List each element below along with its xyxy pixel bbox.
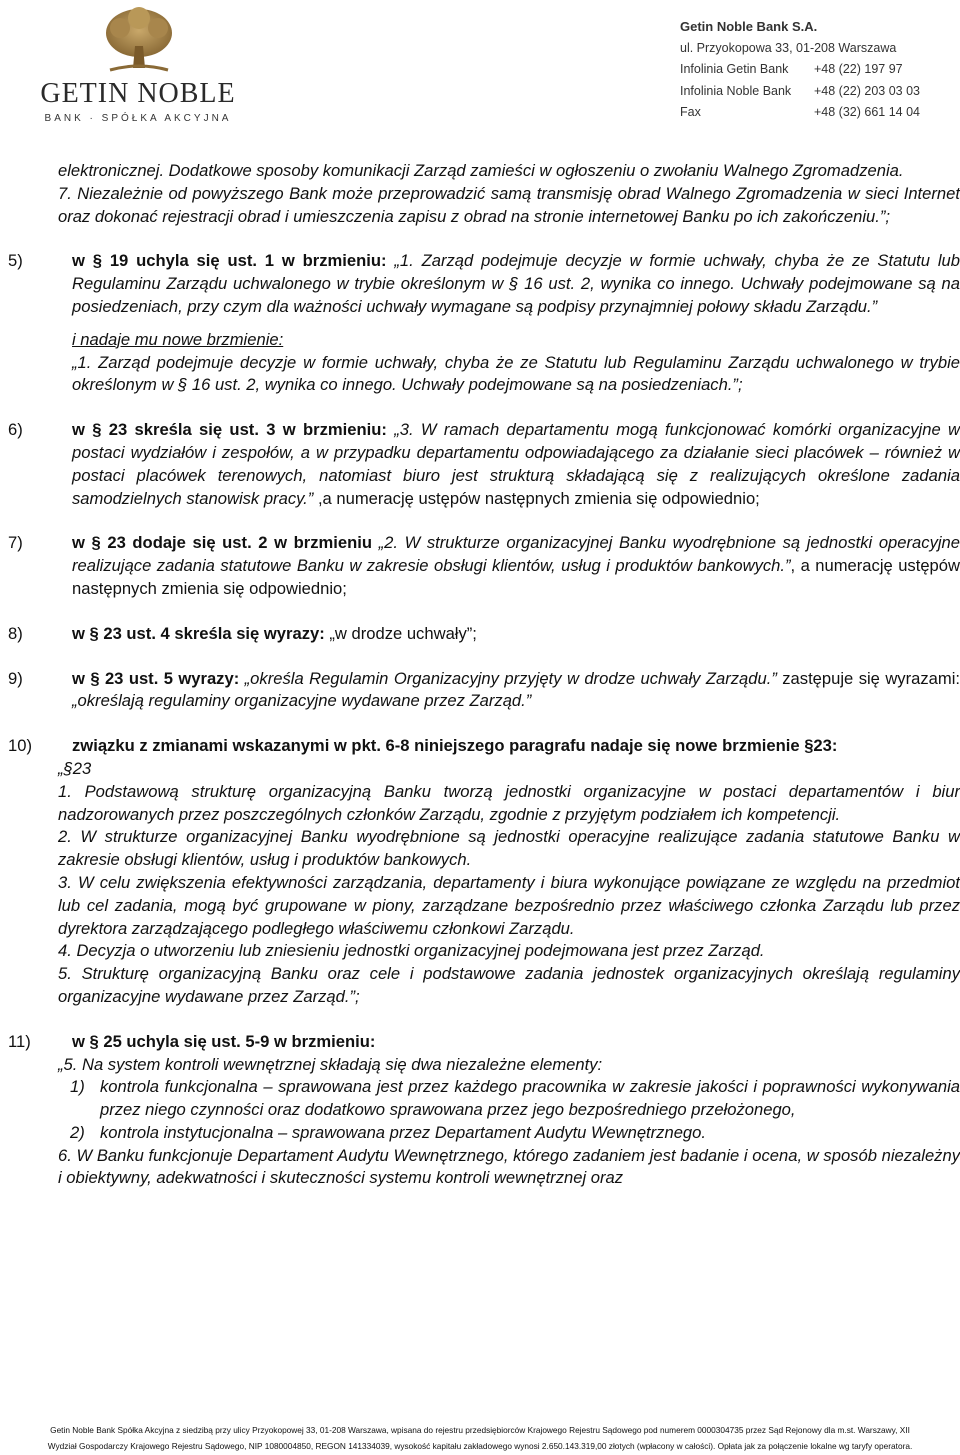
item-number: 6)	[8, 420, 23, 440]
item-quote: „w drodze uchwały”;	[324, 623, 477, 643]
contact-label: Infolinia Noble Bank	[680, 83, 792, 98]
bank-logo	[38, 6, 238, 126]
item-quote: „3. W ramach departamentu mogą funkcjonować komórki organizacyjne w postaci wydziałów i zespołów, a w przypadku departamentu odpowiadającego za działanie sieci placówek – również w postaci placówek terenowych, natomiast biuro jest strukturą składającą się z realizujących określone zadania samodzielnych stanowisk pracy.”	[72, 420, 960, 508]
item-tail: , a numerację ustępów następnych zmienia się odpowiednio;	[72, 556, 960, 598]
item-quote: „określa Regulamin Organizacyjny przyjęty w drodze uchwały Zarządu.”	[239, 668, 777, 688]
company-name: Getin Noble Bank S.A.	[680, 19, 818, 34]
sub-point	[58, 1122, 960, 1145]
amendment-item-9	[8, 668, 960, 714]
contact-value: +48 (22) 203 03 03	[814, 83, 920, 98]
item-heading: w § 25 uchyla się ust. 5-9 w brzmieniu:	[72, 1031, 376, 1051]
amendment-item-11	[8, 1031, 960, 1054]
item-heading: w § 19 uchyla się ust. 1 w brzmieniu:	[72, 251, 387, 271]
page-footer	[0, 1422, 960, 1454]
item-quote: „1. Zarząd podejmuje decyzje w formie uchwały, chyba że ze Statutu lub Regulaminu Zarządu uchwalonego w trybie określonym w § 16 ust. 2, wynika co innego. Uchwały podejmowane są na posiedzeniach, przy czym dla ważności uchwały wymagane są podpisy przynajmniej połowy składu Zarządu.”	[72, 251, 960, 316]
item-number: 10)	[8, 736, 32, 756]
amendment-item-5	[8, 250, 960, 397]
intro-point-7: 7. Niezależnie od powyższego Bank może przeprowadzić samą transmisję obrad Walnego Zgromadzenia w sieci Internet oraz dokonać rejestracji obrad i umieszczenia zapisu z obrad na stronie internetowej Banku po ich zakończeniu.”;	[58, 183, 960, 226]
item-number: 9)	[8, 668, 23, 688]
contact-row	[680, 81, 950, 103]
item-heading: w § 23 dodaje się ust. 2 w brzmieniu	[72, 533, 373, 553]
section-point: 2. W strukturze organizacyjnej Banku wyodrębnione są jednostki operacyjne realizujące zadania statutowe Banku w zakresie obsługi klientów, usług i produktów bankowych.	[58, 827, 960, 870]
contact-block	[680, 16, 950, 124]
item-heading: w § 23 ust. 4 skreśla się wyrazy:	[72, 623, 325, 643]
amendment-item-7	[8, 532, 960, 600]
logo-name: GETIN NOBLE	[40, 78, 236, 109]
footer-line: Wydział Gospodarczy Krajowego Rejestru Sądowego, NIP 1080004850, REGON 141334039, wysokość kapitału zakładowego wynosi 2.650.143.319,00 złotych (wpłacony w całości). Opłata jak za połączenie lokalne wg taryfy operatora.	[47, 1441, 913, 1451]
item-quote-new: „określają regulaminy organizacyjne wydawane przez Zarząd.”	[72, 691, 532, 711]
sub-point	[58, 1076, 960, 1122]
contact-row	[680, 102, 950, 124]
paragraph-25-text	[58, 1054, 960, 1191]
section-point: 5. Strukturę organizacyjną Banku oraz cele i podstawowe zadania jednostek organizacyjnych określają regulaminy organizacyjne wydawane przez Zarząd.”;	[58, 964, 960, 1006]
section-point: 4. Decyzja o utworzeniu lub zniesieniu jednostki organizacyjnej podejmowana jest przez Zarząd.	[58, 941, 765, 961]
new-wording-label: i nadaje mu nowe brzmienie:	[72, 329, 284, 349]
item-number: 7)	[8, 533, 23, 553]
sub-point-number: 1)	[70, 1077, 85, 1097]
item-tail: ,a numerację ustępów następnych zmienia się odpowiednio;	[313, 488, 760, 508]
section-head: „§23	[58, 758, 92, 778]
section-point: 3. W celu zwiększenia efektywności zarządzania, departamenty i biura wykonujące powiązane ze względu na przedmiot lub cel zadania, mogą być grupowane w piony, zarządzane bezpośrednio przez właściwego członka Zarządu lub przez dyrektora zarządzającego podległego właściwemu członkowi Zarządu.	[58, 872, 960, 938]
contact-row	[680, 59, 950, 81]
document-body	[8, 160, 960, 1190]
paragraph-23-text	[58, 758, 960, 1009]
intro-paragraph: elektronicznej. Dodatkowe sposoby komunikacji Zarząd zamieści w ogłoszeniu o zwołaniu Walnego Zgromadzenia.	[58, 161, 904, 180]
sub-point-text: kontrola funkcjonalna – sprawowana jest przez każdego pracownika w zakresie jakości i poprawności wykonywania przez niego czynności oraz dodatkowo sprawowana przez jego bezpośredniego przełożonego,	[100, 1077, 960, 1120]
item-quote: „2. W strukturze organizacyjnej Banku wyodrębnione są jednostki operacyjne realizujące zadania statutowe Banku w zakresie obsługi klientów, usług i produktów bankowych.”	[72, 533, 960, 576]
item-heading: w § 23 ust. 5 wyrazy:	[72, 668, 240, 688]
company-address: ul. Przyokopowa 33, 01-208 Warszawa	[680, 40, 897, 55]
section-point: „5. Na system kontroli wewnętrznej składają się dwa niezależne elementy:	[58, 1054, 603, 1074]
footer-line: Getin Noble Bank Spółka Akcyjna z siedzibą przy ulicy Przyokopowej 33, 01-208 Warszawa, wpisana do rejestru przedsiębiorców Krajowego Rejestru Sądowego pod numerem 0000304735 przez Sąd Rejonowy dla m.st. Warszawy, XII	[50, 1425, 910, 1435]
item-number: 8)	[8, 623, 23, 643]
section-point: 1. Podstawową strukturę organizacyjną Banku tworzą jednostki organizacyjne w postaci departamentów i biur nadzorowanych przez poszczególnych członków Zarządu, zgodnie z przyjętym podziałem ich kompetencji.	[58, 781, 960, 824]
item-heading: związku z zmianami wskazanymi w pkt. 6-8 niniejszego paragrafu nadaje się nowe brzmienie §23:	[72, 736, 838, 756]
contact-label: Fax	[680, 105, 701, 119]
contact-label: Infolinia Getin Bank	[680, 62, 789, 76]
logo-subtitle: BANK · SPÓŁKA AKCYJNA	[44, 113, 232, 124]
sub-point-number: 2)	[70, 1122, 85, 1142]
item-heading: w § 23 skreśla się ust. 3 w brzmieniu:	[72, 420, 387, 440]
item-mid: zastępuje się wyrazami:	[776, 668, 960, 688]
item-number: 5)	[8, 251, 23, 271]
contact-value: +48 (22) 197 97	[814, 62, 903, 76]
amendment-item-6	[8, 419, 960, 510]
amendment-item-10	[8, 735, 960, 758]
new-wording-text: „1. Zarząd podejmuje decyzje w formie uchwały, chyba że ze Statutu lub Regulaminu Zarządu uchwalonego w trybie określonym w § 16 ust. 2, wynika co innego. Uchwały podejmowane są na posiedzeniach.”;	[72, 352, 960, 395]
section-point: 6. W Banku funkcjonuje Departament Audytu Wewnętrznego, którego zadaniem jest badanie i ocena, w sposób niezależny i obiektywny, adekwatności i skuteczności systemu kontroli wewnętrznej oraz	[58, 1145, 960, 1188]
sub-point-text: kontrola instytucjonalna – sprawowana przez Departament Audytu Wewnętrznego.	[100, 1122, 707, 1142]
contact-value: +48 (32) 661 14 04	[814, 105, 920, 119]
tree-logo-icon	[104, 6, 174, 74]
amendment-item-8	[8, 623, 960, 646]
item-number: 11)	[8, 1031, 31, 1051]
letterhead	[0, 0, 960, 140]
